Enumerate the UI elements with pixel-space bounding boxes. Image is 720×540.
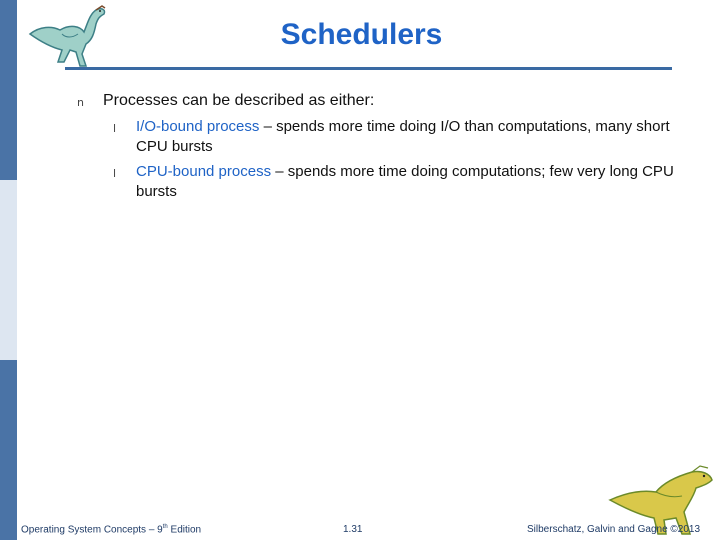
desc-io-bound: – spends more time doing I/O than computations, many short CPU bursts [136, 118, 670, 155]
title-rule [65, 67, 672, 70]
term-cpu-bound: CPU-bound process [136, 163, 272, 180]
desc-cpu-bound: – spends more time doing computations; few very long CPU bursts [136, 163, 674, 200]
footer-copyright: Silberschatz, Galvin and Gagne ©2013 [527, 524, 701, 535]
footer-page-number: 1.31 [343, 524, 363, 535]
sub-bullet-io-bound [136, 117, 676, 157]
main-point: Processes can be described as either: [103, 92, 375, 109]
sub-bullet-marker: l [113, 167, 117, 180]
term-io-bound: I/O-bound process [136, 118, 260, 135]
bullet-marker: n [77, 96, 84, 109]
sub-bullet-cpu-bound [136, 162, 676, 202]
left-sidebar [0, 0, 17, 540]
sidebar-band-middle [0, 180, 17, 360]
slide-title: Schedulers [280, 18, 443, 51]
footer-book-title: Operating System Concepts – 9th Edition [21, 524, 202, 536]
sub-bullet-marker: l [113, 122, 117, 135]
sidebar-band-bottom [0, 360, 17, 540]
